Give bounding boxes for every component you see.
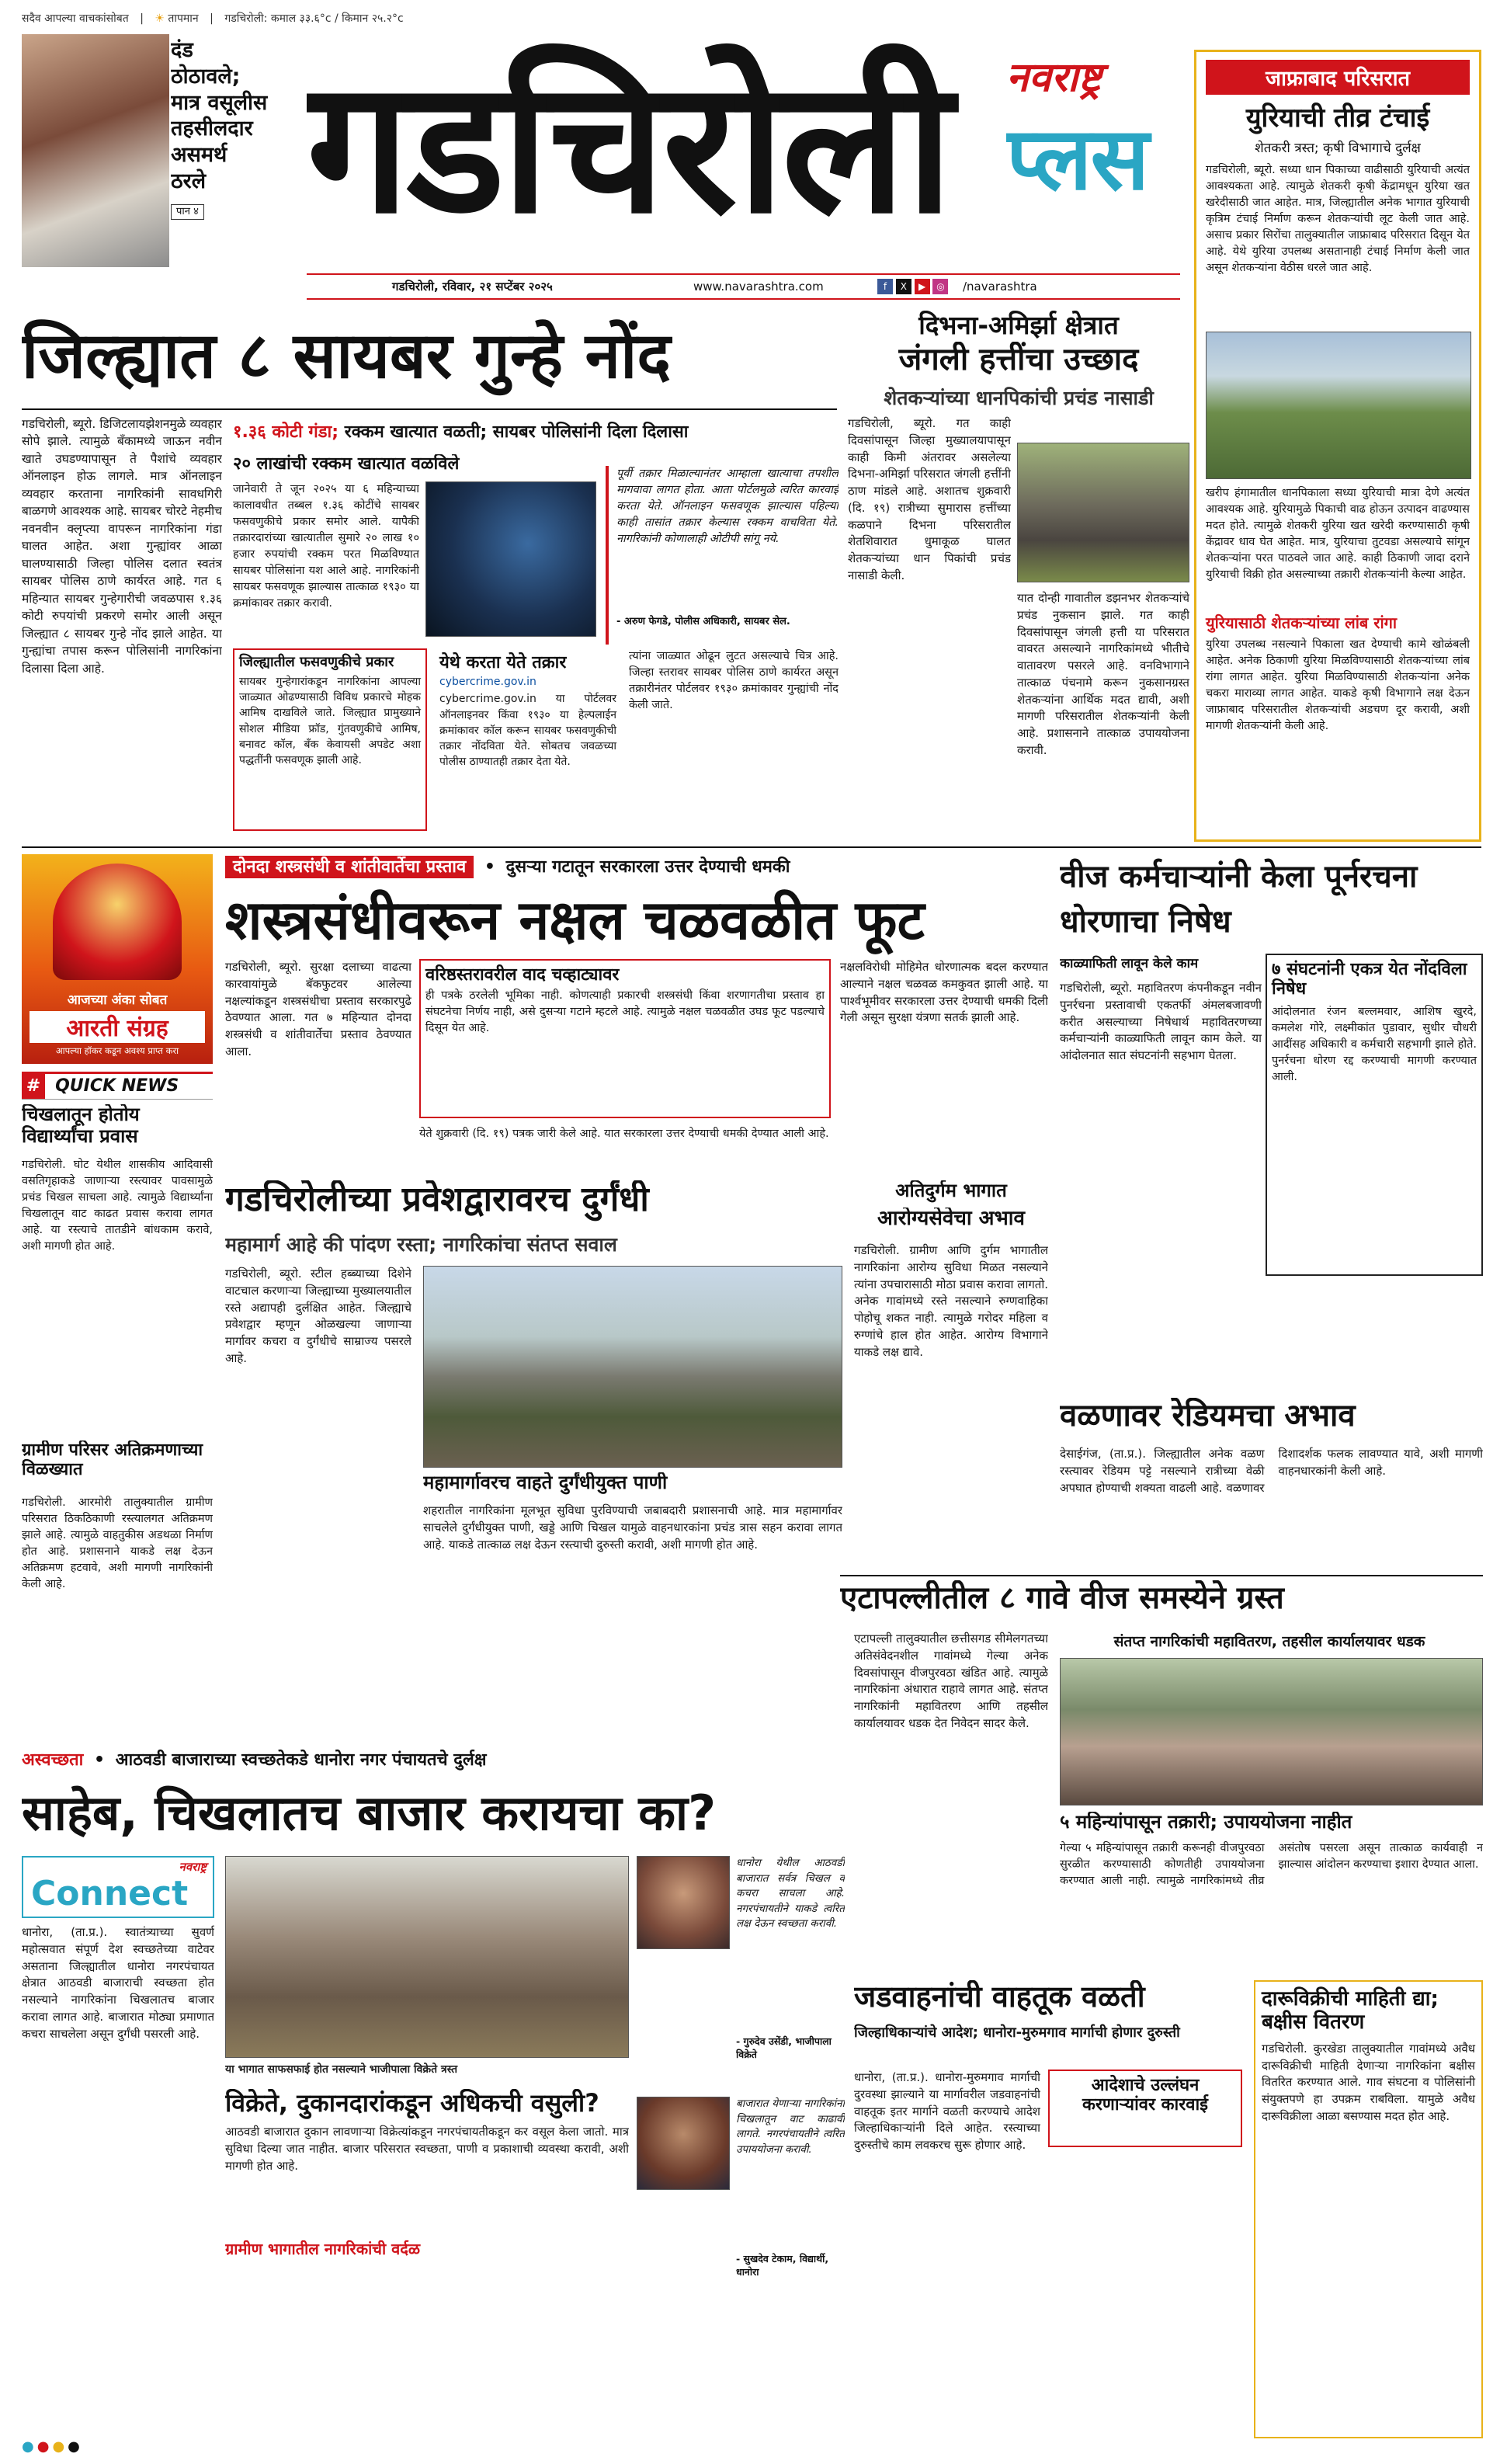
power-photo xyxy=(1266,1289,1483,1320)
elephant-para-2: यात दोन्ही गावातील डझनभर शेतकऱ्यांचे प्रचंड नुकसान झाले. गत काही दिवसांपासून जंगली हत्ती या परिसरात वावरत असल्याने नागरिकांमध्ये भीतीचे वातावरण पसरले आहे. वनविभागाने तात्काळ पंचनामे करून नुकसानग्रस्त शेतकऱ्यांना आर्थिक मदत द्यावी, अशी मागणी परिसरातील शेतकऱ्यांनी केली आहे. प्रशासनाने तात्काळ उपाययोजना करावी. xyxy=(1017,591,1189,757)
divider xyxy=(22,408,837,410)
etapalli-subhead: ५ महिन्यांपासून तक्रारी; उपाययोजना नाहीत xyxy=(1060,1812,1352,1833)
naxal-sub-box xyxy=(419,959,831,1118)
etapalli-para: एटापल्ली तालुक्यातील छत्तीसगड सीमेलगतच्या अतिसंवेदनशील गावांमध्ये गेल्या अनेक दिवसांपासून वीजपुरवठा खंडित आहे. त्यामुळे नागरिकांना अंधारात राहावे लागत आहे. संतप्त नागरिकांनी महावितरण आणि तहसील कार्यालयावर धडक देत निवेदन सादर केले. xyxy=(854,1632,1048,1730)
naxal-para-2: ही पत्रके ठरलेली भूमिका नाही. कोणत्याही प्रकारची शस्त्रसंधी किंवा शरणागतीचा प्रस्ताव हा संघटनेचा निर्णय नाही, असे दुसऱ्या गटाने म्हटले आहे. त्यामुळे नक्षल चळवळीत उघड फूट पडल्याचे दिसून येत आहे. xyxy=(425,989,825,1035)
quote-byline: - अरुण फेगडे, पोलीस अधिकारी, सायबर सेल. xyxy=(616,616,790,627)
quote-box xyxy=(606,466,839,645)
facebook-icon[interactable]: f xyxy=(877,279,893,294)
sun-icon: ☀ xyxy=(155,12,165,25)
vendor-photo xyxy=(637,1856,730,1949)
teaser-text: दंड ठोठावले; मात्र वसूलीस तहसीलदार असमर्थ ठरले पान ४ xyxy=(171,37,303,270)
market-subhead: विक्रेते, दुकानदारांकडून अधिकची वसुली? xyxy=(225,2089,599,2118)
quick-news-title: QUICK NEWS xyxy=(55,1076,179,1096)
fraud-box-title: जिल्ह्यातील फसवणुकीचे प्रकार xyxy=(239,654,394,670)
naxal-para-3: नक्षलविरोधी मोहिमेत धोरणात्मक बदल करण्यात आल्याने नक्षल चळवळ कमकुवत झाली आहे. या पार्श्वभूमीवर सरकारला उत्तर देण्याची धमकी दिली गेली असून सुरक्षा यंत्रणा सतर्क झाली आहे. xyxy=(840,960,1048,1025)
power-box-text: आंदोलनात रंजन बल्लमवार, आशिष खुरदे, कमलेश गोरे, लक्ष्मीकांत पुडावार, सुधीर चौधरी आदींसह अधिकारी व कर्मचारी सहभागी झाले होते. पुनर्रचना धोरण रद्द करण्याची मागणी करण्यात आली. xyxy=(1272,1005,1477,1083)
market-para-1: धानोरा, (ता.प्र.). स्वातंत्र्याच्या सुवर्ण महोत्सवात संपूर्ण देश स्वच्छतेच्या वाटेवर असताना जिल्ह्यातील धानोरा नगरपंचायत क्षेत्रात आठवडी बाजाराची स्वच्छता होत नसल्याने नागरिकांना चिखलातच बाजार करावा लागत आहे. बाजारात मोठ्या प्रमाणात कचरा साचलेला असून दुर्गंधी पसरली आहे. xyxy=(22,1925,214,2041)
urea-photo xyxy=(1206,332,1471,479)
complaint-box-title: येथे करता येते तक्रार xyxy=(439,653,567,672)
health-head-2: आरोग्यसेवेचा अभाव xyxy=(877,1208,1025,1230)
health-para: गडचिरोली. ग्रामीण आणि दुर्गम भागातील नागरिकांना आरोग्य सुविधा मिळत नसल्याने त्यांना उपचारासाठी मोठा प्रवास करावा लागतो. अनेक गावांमध्ये रस्ते नसल्याने रुग्णवाहिका पोहोचू शकत नाही. त्यामुळे गरोदर महिला व रुग्णांचे हाल होत आहेत. आरोग्य विभागाने याकडे लक्ष द्यावे. xyxy=(854,1243,1048,1359)
lead-mid-para: जानेवारी ते जून २०२५ या ६ महिन्याच्या कालावधीत तब्बल १.३६ कोटींचे सायबर फसवणुकीचे प्रकार समोर आले. यापैकी तक्रारदारांच्या खात्यातील सुमारे २० लाख १० हजार रुपयांची रक्कम परत मिळविण्यात सायबर पोलिसांना यश आले आहे. नागरिकांनी सायबर फसवणूक झाल्यास तात्काळ १९३० या क्रमांकावर तक्रार करावी. xyxy=(233,483,419,610)
poster-foot: आपल्या हॉकर कडून अवश्य प्राप्त करा xyxy=(55,1045,179,1056)
market-photo-caption: या भागात साफसफाई होत नसल्याने भाजीपाला विक्रेते त्रस्त xyxy=(225,2063,458,2076)
naxal-kicker: दोनदा शस्त्रसंधी व शांतीवार्तेचा प्रस्ताव • दुसऱ्या गटातून सरकारला उत्तर देण्याची धमकी xyxy=(225,854,1048,882)
temperature: गडचिरोली: कमाल ३३.६°c / किमान २५.२°c xyxy=(224,12,404,25)
power-kicker: काळ्याफिती लावून केले काम xyxy=(1060,956,1199,971)
market-headline: साहेब, चिखलातच बाजार करायचा का? xyxy=(22,1785,717,1841)
top-bar: सदैव आपल्या वाचकांसोबत | ☀ तापमान | गडचिरोली: कमाल ३३.६°c / किमान २५.२°c xyxy=(22,12,404,25)
fraud-box xyxy=(233,648,427,831)
quote-text: पूर्वी तक्रार मिळाल्यानंतर आम्हाला खात्याचा तपशील मागवावा लागत होता. आता पोर्टलमुळे त्वरित कारवाई करता येते. ऑनलाइन फसवणूक झाल्यास पहिल्या काही तासांत तक्रार केल्यास रक्कम वाचविता येते. नागरिकांनी कोणालाही ओटीपी सांगू नये. xyxy=(616,467,839,546)
etapalli-deck: संतप्त नागरिकांची महावितरण, तहसील कार्यालयावर धडक xyxy=(1113,1633,1425,1650)
durga-image xyxy=(53,864,182,980)
radium-headline: वळणावर रेडियमचा अभाव xyxy=(1060,1398,1356,1434)
elephant-para-1: गडचिरोली, ब्यूरो. गत काही दिवसांपासून जिल्हा मुख्यालयापासून काही किमी अंतरावर असलेल्या दिभना-अमिर्झा परिसरात जंगली हत्तींनी ठाण मांडले आहे. अशातच शुक्रवारी (दि. १९) रात्रीच्या सुमारास हत्तींच्या कळपाने दिभना परिसरातील शेतशिवारात धुमाकूळ घालत शेतकऱ्यांच्या धान पिकांची प्रचंड नासाडी केली. xyxy=(848,416,1011,582)
urea-headline: युरियाची तीव्र टंचाई xyxy=(1245,103,1430,134)
fuel-para: धानोरा, (ता.प्र.). धानोरा-मुरुमगाव मार्गाची दुरवस्था झाल्याने या मार्गावरील जडवाहनांची वाहतूक इतर मार्गाने वळती करण्याचे आदेश जिल्हाधिकाऱ्यांनी दिले आहेत. रस्त्याच्या दुरुस्तीचे काम लवकरच सुरू होणार आहे. xyxy=(854,2070,1040,2152)
student-quote xyxy=(736,2097,845,2299)
fuel-box xyxy=(1048,2070,1242,2147)
market-kicker: अस्वच्छता • आठवडी बाजाराच्या स्वच्छतेकडे धानोरा नगर पंचायतचे दुर्लक्ष xyxy=(22,1750,487,1770)
liquor-box xyxy=(1254,1980,1483,2438)
lead-col-1: गडचिरोली, ब्यूरो. डिजिटलायझेशनमुळे व्यवहार सोपे झाले. त्यामुळे बँकामध्ये जाऊन नवीन खाते उघडण्यापासून ते पैशांचे व्यवहार ऑनलाइन होऊ लागले. मात्र ऑनलाइन व्यवहार करताना नागरिकांनी सावधगिरी बाळगणे आवश्यक आहे. सायबर चोरटे नेहमीच नवनवीन क्लृप्त्या वापरून नागरिकांना गंडा घालत आहेत. अशा गुन्ह्यांवर आळा घालण्यासाठी जिल्हा पोलिस दलात स्वतंत्र सायबर पोलिस ठाणे कार्यरत आहे. गत ६ महिन्यात सायबर गुन्हेगारीची जवळपास १.३६ कोटी रुपयांची प्रकरणे समोर आली असून जिल्ह्यात ८ सायबर गुन्हे नोंद झाले आहेत. या गुन्ह्यांचा तपास करून पोलिसांनी नागरिकांना दिलासा दिला आहे. xyxy=(22,417,222,676)
lead-tail: त्यांना जाळ्यात ओढून लुटत असल्याचे चित्र आहे. जिल्हा स्तरावर सायबर पोलिस ठाणे कार्यरत असून तक्रारीनंतर पोर्टलवर १९३० क्रमांकावर गुन्ह्यांची नोंद केली जाते. xyxy=(629,650,839,712)
smell-photo-caption: महामार्गावरच वाहते दुर्गंधीयुक्त पाणी xyxy=(423,1472,668,1493)
urea-para-1: गडचिरोली, ब्यूरो. सध्या धान पिकाच्या वाढीसाठी युरियाची अत्यंत आवश्यकता आहे. त्यामुळे शेतकरी कृषी केंद्रामधून युरिया खत खरेदीसाठी जात आहेत. मात्र, जिल्ह्यातील अनेक भागात युरियाची कृत्रिम टंचाई निर्माण करून शेतकऱ्यांची लूट केली जात आहे. असाच प्रकार सिरोंचा तालुक्यातील जाफ्राबाद परिसरात दिसून येत आहे. येथे युरिया उपलब्ध असतानाही टंचाई निर्माण केली जात असून शेतकऱ्यांना वेठीस धरले जात आहे. xyxy=(1206,164,1470,275)
power-box xyxy=(1266,954,1483,1276)
brand-plus: प्लस xyxy=(1006,109,1148,210)
power-headline: वीज कर्मचाऱ्यांनी केला पूर्नरचना धोरणाचा निषेध xyxy=(1060,859,1418,940)
elephant-headline-2: जंगली हत्तींचा उच्छाद xyxy=(898,342,1139,377)
liquor-headline: दारूविक्रीची माहिती द्या; बक्षीस वितरण xyxy=(1262,1987,1439,2034)
quick-para-2: गडचिरोली. आरमोरी तालुक्यातील ग्रामीण परिसरात ठिकठिकाणी रस्त्यालगत अतिक्रमण झाले आहे. त्यामुळे वाहतुकीस अडथळा निर्माण होत आहे. प्रशासनाने याकडे लक्ष देऊन अतिक्रमण हटवावे, अशी मागणी नागरिकांनी केली आहे. xyxy=(22,1496,213,1591)
naxal-tail: येते शुक्रवारी (दि. १९) पत्रक जारी केले आहे. यात सरकारला उत्तर देण्याची धमकी देण्यात आली आहे. xyxy=(419,1128,829,1140)
naxal-subhead: वरिष्ठस्तरावरील वाद चव्हाट्यावर xyxy=(425,965,620,985)
smell-para-2: शहरातील नागरिकांना मूलभूत सुविधा पुरविण्याची जबाबदारी प्रशासनाची आहे. मात्र महामार्गावर साचलेले दुर्गंधीयुक्त पाणी, खड्डे आणि चिखल यामुळे वाहनधारकांना प्रचंड त्रास सहन करावा लागत आहे. याकडे तात्काळ लक्ष देऊन रस्त्याची दुरुस्ती करावी, अशी मागणी होत आहे. xyxy=(423,1503,842,1552)
fraud-box-text: सायबर गुन्हेगारांकडून नागरिकांना आपल्या जाळ्यात ओढण्यासाठी विविध प्रकारचे मोहक आमिष दाखविले जाते. जिल्ह्यात प्रामुख्याने सोशल मीडिया फ्रॉड, गुंतवणुकीचे आमिष, बनावट कॉल, बँक केवायसी अपडेट अशा पद्धतींनी फसवणूक झाली आहे. xyxy=(239,675,421,767)
market-subhead-2: ग्रामीण भागातील नागरिकांची वर्दळ xyxy=(225,2240,421,2258)
vendor-quote xyxy=(736,1856,845,2081)
complaint-box xyxy=(435,648,621,831)
student-quote-byline: - सुखदेव टेकाम, विद्यार्थी, धानोरा xyxy=(736,2253,829,2278)
social-icons[interactable] xyxy=(877,279,948,294)
bullet-icon: • xyxy=(94,1750,106,1770)
liquor-para: गडचिरोली. कुरखेडा तालुक्यातील गावांमध्ये अवैध दारूविक्रीची माहिती देणाऱ्या नागरिकांना बक्षीस वितरित करण्यात आले. गाव संघटना व पोलिसांनी संयुक्तपणे हा उपक्रम राबविला. यामुळे अवैध दारूविक्रीला आळा बसण्यास मदत होत आहे. xyxy=(1262,2041,1475,2123)
smell-para-1: गडचिरोली, ब्यूरो. स्टील हब्ब्याच्या दिशेने वाटचाल करणाऱ्या जिल्ह्याच्या मुख्यालयातील रस्ते अद्यापही दुर्लक्षित आहेत. जिल्ह्याचे प्रवेशद्वार म्हणून ओळखल्या जाणाऱ्या मार्गावर कचरा व दुर्गंधीचे साम्राज्य पसरले आहे. xyxy=(225,1267,411,1365)
connect-title: Connect xyxy=(31,1874,189,1913)
etapalli-headline: एटापल्लीतील ८ गावे वीज समस्येने ग्रस्त xyxy=(840,1580,1284,1616)
tagline: सदैव आपल्या वाचकांसोबत xyxy=(22,12,129,25)
student-quote-text: बाजारात येणाऱ्या नागरिकांना चिखलातून वाट काढावी लागते. नगरपंचायतीने त्वरित उपाययोजना करावी. xyxy=(736,2097,845,2156)
urea-kicker: जाफ्राबाद परिसरात xyxy=(1206,60,1470,95)
quick-head-1: चिखलातून होतोय विद्यार्थ्यांचा प्रवास xyxy=(22,1104,140,1147)
page-ref: पान ४ xyxy=(171,204,204,220)
urea-subhead-2: युरियासाठी शेतकऱ्यांच्या लांब रांगा xyxy=(1206,613,1398,633)
smell-photo xyxy=(423,1266,842,1468)
registration-marks: ●●●● xyxy=(22,2438,83,2455)
urea-para-2: खरीप हंगामातील धानपिकाला सध्या युरियाची मात्रा देणे अत्यंत आवश्यक आहे. युरियामुळे पिकाची वाढ होऊन उत्पादन वाढण्यास मदत होते. त्यामुळे शेतकरी युरिया खत खरेदी करण्यासाठी कृषी केंद्रावर धाव घेत आहेत. मात्र, युरियाचा तुटवडा असल्याचे सांगून शेतकऱ्यांना परत पाठवले जात आहे. काही ठिकाणी जादा दराने युरियाची विक्री होत असल्याच्या तक्रारी शेतकऱ्यांनी केल्या आहेत. xyxy=(1206,487,1470,582)
power-para-1: गडचिरोली, ब्यूरो. महावितरण कंपनीकडून नवीन पुनर्रचना प्रस्तावाची एकतर्फी अंमलबजावणी करीत असल्याच्या निषेधार्थ महावितरणच्या कर्मचाऱ्यांनी काळ्याफिती लावून काम केले. या आंदोलनात सात संघटनांनी सहभाग घेतला. xyxy=(1060,981,1262,1062)
poster-title: आरती संग्रह xyxy=(30,1011,205,1043)
connect-brand: नवराष्ट्र xyxy=(179,1860,207,1874)
date-strip xyxy=(307,273,1180,300)
website-link[interactable]: www.navarashtra.com xyxy=(693,280,824,294)
masthead-title: गडचिरोली xyxy=(307,40,950,254)
market-photo xyxy=(225,1856,629,2058)
section-divider xyxy=(22,846,1481,848)
quick-head-2: ग्रामीण परिसर अतिक्रमणाच्या विळख्यात xyxy=(22,1441,203,1480)
masthead-brand xyxy=(1006,54,1185,248)
urea-box xyxy=(1194,50,1481,842)
complaint-box-text: cybercrime.gov.in या पोर्टलवर ऑनलाइनवर किंवा १९३० या हेल्पलाईन क्रमांकावर कॉल करून सायबर फसवणुकीची तक्रार नोंदविता येते. सोबतच जवळच्या पोलीस ठाण्यातही तक्रार देता येते. xyxy=(439,693,616,769)
market-para-2: आठवडी बाजारात दुकान लावणाऱ्या विक्रेत्यांकडून नगरपंचायतीकडून कर वसूल केला जातो. मात्र सुविधा दिल्या जात नाहीत. बाजार परिसरात स्वच्छता, पाणी व प्रकाशाची व्यवस्था करावी, अशी मागणी होत आहे. xyxy=(225,2125,629,2173)
hash-icon: # xyxy=(22,1074,45,1099)
lead-headline: जिल्ह्यात ८ सायबर गुन्हे नोंद xyxy=(22,319,671,393)
elephant-photo xyxy=(1017,443,1189,582)
connect-logo xyxy=(22,1856,214,1918)
lead-subhead: २० लाखांची रक्कम खात्यात वळविले xyxy=(233,454,460,474)
radium-para: देसाईगंज, (ता.प्र.). जिल्ह्यातील अनेक वळण रस्त्यावर रेडियम पट्टे नसल्याने रात्रीच्या वेळी अपघात होण्याची शक्यता वाढली आहे. वळणावर दिशादर्शक फलक लावण्यात यावे, अशी मागणी वाहनधारकांनी केली आहे. xyxy=(1060,1447,1483,1495)
x-icon[interactable]: X xyxy=(896,279,911,294)
urea-subhead: शेतकरी त्रस्त; कृषी विभागाचे दुर्लक्ष xyxy=(1255,141,1421,157)
quick-news-header xyxy=(22,1072,213,1100)
instagram-icon[interactable]: ◎ xyxy=(932,279,948,294)
vendor-quote-byline: - गुरुदेव उसेंडी, भाजीपाला विक्रेते xyxy=(736,2035,832,2060)
etapalli-photo xyxy=(1060,1658,1483,1805)
fuel-headline: जडवाहनांची वाहतूक वळती xyxy=(854,1980,1145,2014)
power-box-title: ७ संघटनांनी एकत्र येत नोंदविला निषेध xyxy=(1272,960,1467,999)
complaint-web[interactable]: cybercrime.gov.in xyxy=(439,676,536,689)
cyber-photo xyxy=(425,481,596,637)
elephant-headline-1: दिभना-अमिर्झा क्षेत्रात xyxy=(918,311,1119,340)
poster-kicker: आजच्या अंका सोबत xyxy=(67,992,168,1008)
fuel-box-title: आदेशाचे उल्लंघन करणाऱ्यांवर कारवाई xyxy=(1082,2076,1208,2115)
teaser-photo xyxy=(22,34,169,267)
smell-headline: गडचिरोलीच्या प्रवेशद्वारावरच दुर्गंधी xyxy=(225,1180,649,1219)
urea-para-3: युरिया उपलब्ध नसल्याने पिकाला खत देण्याची कामे खोळंबली आहेत. अनेक ठिकाणी युरिया मिळविण्यासाठी शेतकऱ्यांच्या लांब रांगा लागत आहेत. युरिया मिळविण्यासाठी शेतकऱ्यांना अनेक चकरा माराव्या लागत आहेत. याकडे कृषी विभागाने लक्ष देऊन जाफ्राबाद परिसरातील शेतकऱ्यांची अडचण दूर करावी, अशी मागणी शेतकऱ्यांनी केली आहे. xyxy=(1206,638,1470,733)
brand-name: नवराष्ट्र xyxy=(1006,54,1102,101)
elephant-deck: शेतकऱ्यांच्या धानपिकांची प्रचंड नासाडी xyxy=(884,387,1154,409)
student-photo xyxy=(637,2097,730,2190)
social-handle[interactable]: /navarashtra xyxy=(963,280,1037,294)
smell-deck: महामार्ग आहे की पांदण रस्ता; नागरिकांचा संतप्त सवाल xyxy=(225,1233,617,1256)
dateline: गडचिरोली, रविवार, २१ सप्टेंबर २०२५ xyxy=(392,280,553,294)
divider xyxy=(840,1575,1483,1576)
temp-label: तापमान xyxy=(168,12,199,25)
vendor-quote-text: धानोरा येथील आठवडी बाजारात सर्वत्र चिखल व कचरा साचला आहे. नगरपंचायतीने याकडे त्वरित लक्ष देऊन स्वच्छता करावी. xyxy=(736,1857,845,1931)
youtube-icon[interactable]: ▶ xyxy=(915,279,930,294)
bullet-icon: • xyxy=(484,857,495,877)
lead-deck: १.३६ कोटी गंडा; रक्कम खात्यात वळती; सायबर पोलिसांनी दिला दिलासा xyxy=(233,422,689,442)
health-head-1: अतिदुर्गम भागात xyxy=(895,1180,1007,1201)
quick-para-1: गडचिरोली. घोट येथील शासकीय आदिवासी वसतिगृहाकडे जाणाऱ्या रस्त्यावर पावसामुळे प्रचंड चिखल साचला आहे. त्यामुळे विद्यार्थ्यांना चिखलातून वाट काढत प्रवास करावा लागत आहे. या रस्त्याचे तातडीने बांधकाम करावे, अशी मागणी होत आहे. xyxy=(22,1159,213,1253)
naxal-headline: शस्त्रसंधीवरून नक्षल चळवळीत फूट xyxy=(225,888,925,952)
etapalli-para-2: गेल्या ५ महिन्यांपासून तक्रारी करूनही वीजपुरवठा सुरळीत करण्यासाठी कोणतीही उपाययोजना करण्यात आली नाही. त्यामुळे नागरिकांमध्ये तीव्र असंतोष पसरला असून तात्काळ कार्यवाही न झाल्यास आंदोलन करण्याचा इशारा देण्यात आला. xyxy=(1060,1842,1483,1888)
aarti-poster xyxy=(22,854,213,1064)
naxal-para-1: गडचिरोली, ब्यूरो. सुरक्षा दलाच्या वाढत्या कारवायांमुळे बॅकफुटवर आलेल्या नक्षल्यांकडून शस्त्रसंधीचा प्रस्ताव सरकारपुढे ठेवण्यात आला. गत ७ महिन्यात दोनदा शस्त्रसंधी व शांतीवार्तेचा प्रस्ताव ठेवण्यात आला. xyxy=(225,960,411,1058)
fuel-deck: जिल्हाधिकाऱ्यांचे आदेश; धानोरा-मुरुमगाव मार्गाची होणार दुरुस्ती xyxy=(854,2024,1180,2041)
